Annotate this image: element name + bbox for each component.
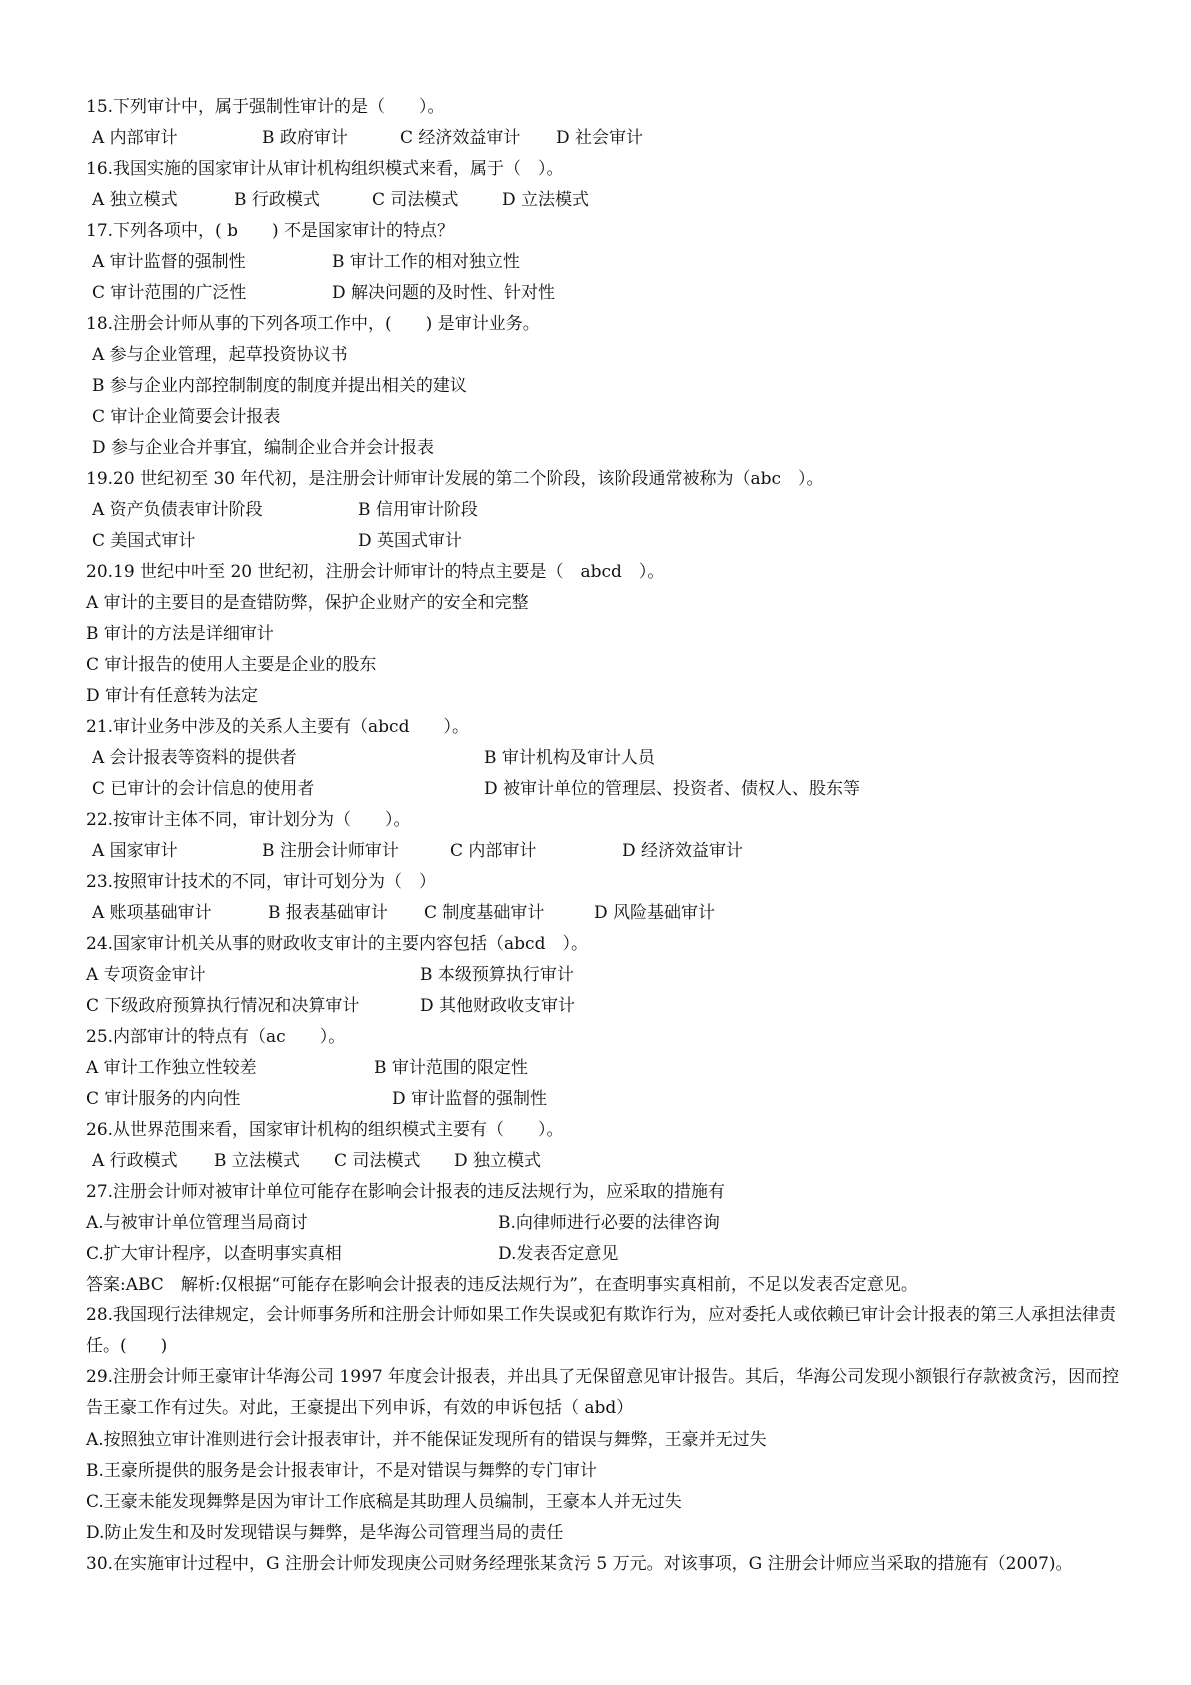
option: D 审计有任意转为法定 <box>86 686 259 706</box>
option: A 参与企业管理，起草投资协议书 <box>92 345 348 365</box>
option: A 专项资金审计 <box>86 965 206 985</box>
option: C 司法模式 <box>372 190 459 210</box>
option: D 风险基础审计 <box>594 903 716 923</box>
option: C 美国式审计 <box>92 531 196 551</box>
option: B.向律师进行必要的法律咨询 <box>498 1213 720 1233</box>
option: D 解决问题的及时性、针对性 <box>332 283 556 303</box>
option: B 注册会计师审计 <box>262 841 399 861</box>
option: A 审计监督的强制性 <box>92 252 246 272</box>
option: A 审计工作独立性较差 <box>86 1058 257 1078</box>
option: C 审计报告的使用人主要是企业的股东 <box>86 655 377 675</box>
question-17-stem: 17.下列各项中，( b ) 不是国家审计的特点？ <box>86 221 454 241</box>
option: B 审计的方法是详细审计 <box>86 624 274 644</box>
option: D 参与企业合并事宜，编制企业合并会计报表 <box>92 438 435 458</box>
option: D 经济效益审计 <box>622 841 744 861</box>
question-27-answer: 答案:ABC 解析:仅根据“可能存在影响会计报表的违反法规行为”，在查明事实真相前，不足以发表否定意见。 <box>86 1275 918 1295</box>
option: B 审计范围的限定性 <box>374 1058 528 1078</box>
question-28-stem: 28.我国现行法律规定，会计师事务所和注册会计师如果工作失误或犯有欺诈行为，应对委托人或依赖已审计会计报表的第三人承担法律责任。( ) <box>86 1305 1117 1356</box>
option: B 报表基础审计 <box>268 903 388 923</box>
option: B 本级预算执行审计 <box>420 965 574 985</box>
option: C.王豪未能发现舞弊是因为审计工作底稿是其助理人员编制，王豪本人并无过失 <box>86 1492 682 1512</box>
question-15-stem: 15.下列审计中，属于强制性审计的是（ ）。 <box>86 97 445 117</box>
option: B 信用审计阶段 <box>358 500 478 520</box>
option: C.扩大审计程序，以查明事实真相 <box>86 1244 342 1264</box>
option: C 司法模式 <box>334 1151 421 1171</box>
question-18-stem: 18.注册会计师从事的下列各项工作中，( ) 是审计业务。 <box>86 314 540 334</box>
option: A.与被审计单位管理当局商讨 <box>86 1213 308 1233</box>
option: B 审计机构及审计人员 <box>484 748 655 768</box>
question-27-stem: 27.注册会计师对被审计单位可能存在影响会计报表的违反法规行为，应采取的措施有 <box>86 1182 726 1202</box>
option: A 资产负债表审计阶段 <box>92 500 263 520</box>
option: A 独立模式 <box>92 190 178 210</box>
question-30-stem: 30.在实施审计过程中，G 注册会计师发现庚公司财务经理张某贪污 5 万元。对该事项，G 注册会计师应当采取的措施有（2007)。 <box>86 1554 1073 1574</box>
question-24-stem: 24.国家审计机关从事的财政收支审计的主要内容包括（abcd ）。 <box>86 934 588 954</box>
option: A 审计的主要目的是查错防弊，保护企业财产的安全和完整 <box>86 593 529 613</box>
option: C 已审计的会计信息的使用者 <box>92 779 315 799</box>
option: C 审计范围的广泛性 <box>92 283 247 303</box>
option: B 行政模式 <box>234 190 320 210</box>
option: C 审计服务的内向性 <box>86 1089 241 1109</box>
option: A 行政模式 <box>92 1151 178 1171</box>
option: D 其他财政收支审计 <box>420 996 576 1016</box>
option: B 审计工作的相对独立性 <box>332 252 520 272</box>
option: D 立法模式 <box>502 190 590 210</box>
option: B 政府审计 <box>262 128 348 148</box>
question-21-stem: 21.审计业务中涉及的关系人主要有（abcd ）。 <box>86 717 469 737</box>
option: A 内部审计 <box>92 128 178 148</box>
question-26-stem: 26.从世界范围来看，国家审计机构的组织模式主要有（ ）。 <box>86 1120 564 1140</box>
option: C 经济效益审计 <box>400 128 521 148</box>
option: B.王豪所提供的服务是会计报表审计，不是对错误与舞弊的专门审计 <box>86 1461 597 1481</box>
option: C 制度基础审计 <box>424 903 545 923</box>
option: D 英国式审计 <box>358 531 463 551</box>
option: B 参与企业内部控制制度的制度并提出相关的建议 <box>92 376 467 396</box>
option: D.防止发生和及时发现错误与舞弊，是华海公司管理当局的责任 <box>86 1523 564 1543</box>
option: A 会计报表等资料的提供者 <box>92 748 297 768</box>
question-20-stem: 20.19 世纪中叶至 20 世纪初，注册会计师审计的特点主要是（ abcd ）。 <box>86 562 665 582</box>
option: D 社会审计 <box>556 128 644 148</box>
option: D 审计监督的强制性 <box>392 1089 548 1109</box>
option: C 下级政府预算执行情况和决算审计 <box>86 996 360 1016</box>
question-19-stem: 19.20 世纪初至 30 年代初，是注册会计师审计发展的第二个阶段，该阶段通常被称为（abc ）。 <box>86 469 824 489</box>
option: B 立法模式 <box>214 1151 300 1171</box>
option: A.按照独立审计准则进行会计报表审计，并不能保证发现所有的错误与舞弊，王豪并无过失 <box>86 1430 767 1450</box>
option: D.发表否定意见 <box>498 1244 619 1264</box>
option: C 内部审计 <box>450 841 537 861</box>
question-22-stem: 22.按审计主体不同，审计划分为（ ）。 <box>86 810 411 830</box>
option: A 账项基础审计 <box>92 903 212 923</box>
question-23-stem: 23.按照审计技术的不同，审计可划分为（ ） <box>86 872 437 892</box>
question-29-stem: 29.注册会计师王豪审计华海公司 1997 年度会计报表，并出具了无保留意见审计报告。其后，华海公司发现小额银行存款被贪污，因而控告王豪工作有过失。对此，王豪提出下列申诉，有效的申诉包括（ abd） <box>86 1367 1120 1418</box>
question-25-stem: 25.内部审计的特点有（ac ）。 <box>86 1027 346 1047</box>
option: D 独立模式 <box>454 1151 542 1171</box>
option: C 审计企业简要会计报表 <box>92 407 281 427</box>
option: D 被审计单位的管理层、投资者、债权人、股东等 <box>484 779 861 799</box>
question-16-stem: 16.我国实施的国家审计从审计机构组织模式来看，属于（ ）。 <box>86 159 564 179</box>
option: A 国家审计 <box>92 841 178 861</box>
